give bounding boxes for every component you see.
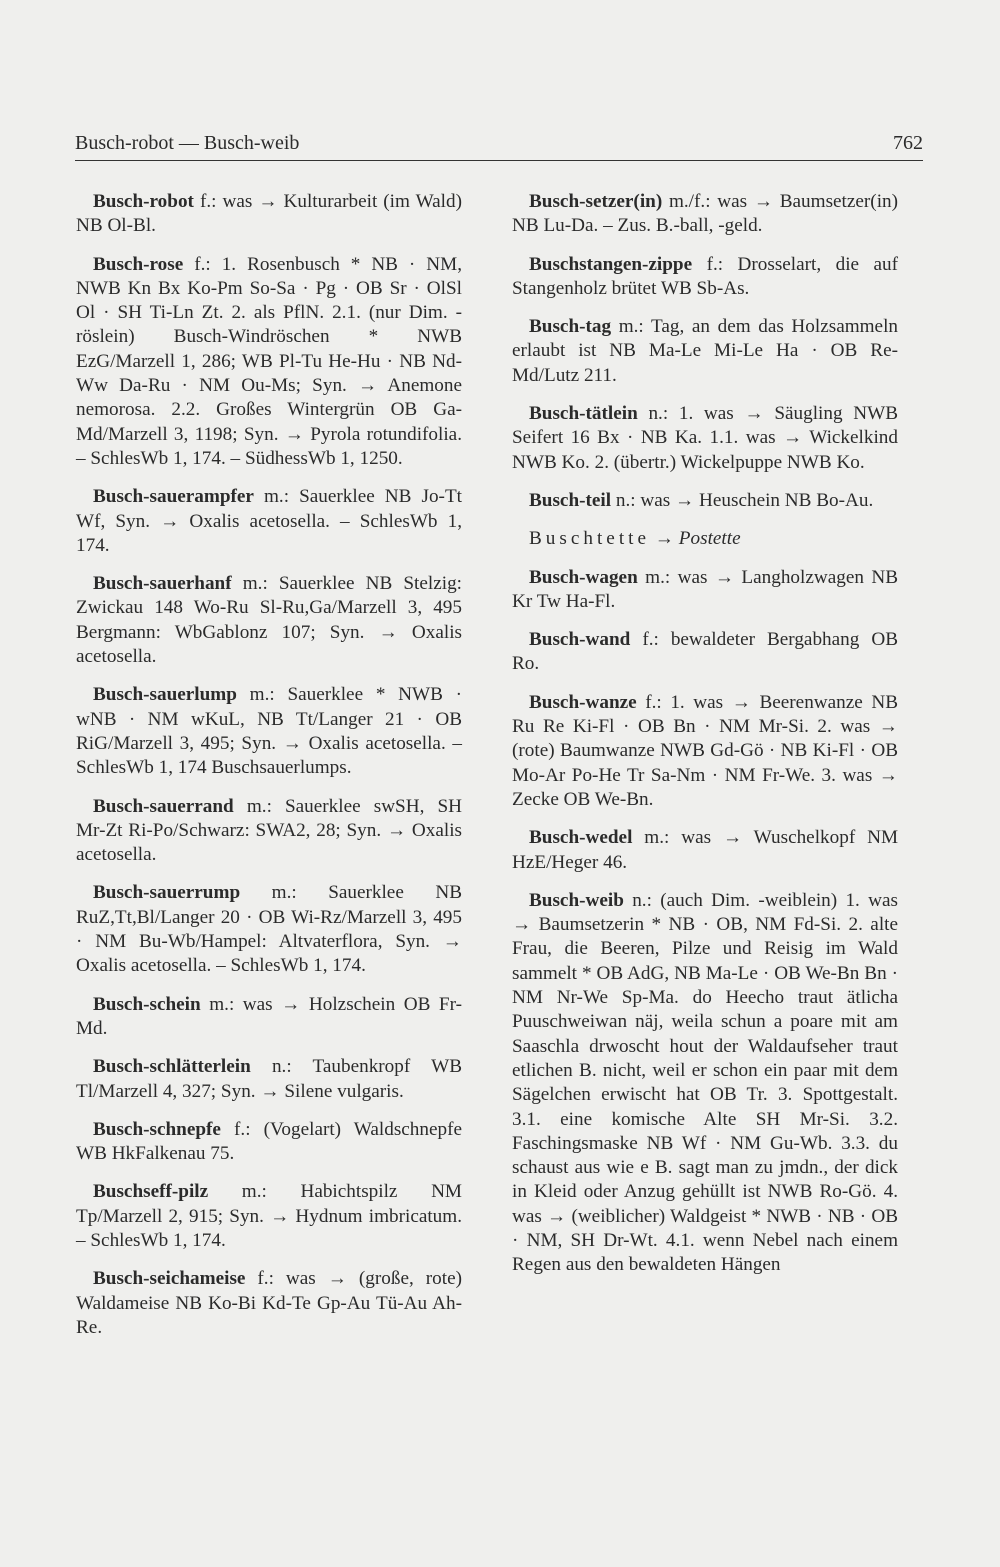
reference-target: → Postette [654, 528, 741, 550]
entry-definition: n.: (auch Dim. -weiblein) 1. was → Baumsetzerin * NB · OB, NM Fd-Si. 2. alte Frau, die Beeren, Pilze und Reisig im Wald sammelt * OB AdG, NB Ma-Le · OB We-Bn Bn · NM Nr-We Sp-Ma. do Heecho traut ätlicha Puuschweiwan näj, weila schun a poare mit am Saaschla drwoscht hout der Waldaufseher traut etlichen B. nicht, weil er schon ein paar mit dem Sägelchen erwischt hat OB Tr. 3. Spottgestalt. 3.1. eine komische Alte SH Mr-Si. 3.2. Faschingsmaske NB Wf · NM Gu-Wb. 3.3. du schaust aus wie e B. sagt man zu jmdn., der dick in Kleid oder Anzug gehüllt ist NWB Ro-Gö. 4. was → (weiblicher) Waldgeist * NWB · NB · OB · NM, SH Dr-Wt. 4.1. wenn Nebel nach einem Regen aus den bewaldeten Hängen [512, 889, 898, 1276]
page-number: 762 [893, 132, 923, 154]
dictionary-entry [512, 489, 898, 513]
entry-definition: m.: was → Langholzwagen NB Kr Tw Ha-Fl. [512, 566, 899, 612]
entry-definition: m.: Sauerklee NB Stelzig: Zwickau 148 Wo-Ru Sl-Ru,Ga/Marzell 3, 495 Bergmann: WbGablonz 107; Syn. → Oxalis acetosella. [76, 573, 462, 668]
entry-headword: Busch-robot [93, 191, 194, 212]
dictionary-entry [512, 253, 898, 302]
entry-definition: m.: Tag, an dem das Holzsammeln erlaubt ist NB Ma-Le Mi-Le Ha · OB Re-Md/Lutz 211. [512, 316, 898, 386]
running-header [75, 130, 923, 161]
entry-headword: Busch-tätlein [529, 403, 638, 425]
dictionary-entry [76, 881, 462, 978]
entry-headword: Busch-schlätterlein [93, 1056, 251, 1078]
entry-headword: Busch-sauerrump [93, 882, 241, 904]
entry-definition: n.: Taubenkropf WB Tl/Marzell 4, 327; Syn. → Silene vulgaris. [76, 1056, 462, 1102]
entry-definition: n.: 1. was → Säugling NWB Seifert 16 Bx · NB Ka. 1.1. was → Wickelkind NWB Ko. 2. (übertr.) Wickelpuppe NWB Ko. [512, 403, 898, 473]
dictionary-entry [76, 190, 462, 239]
dictionary-entry [76, 1118, 462, 1167]
entry-headword: Busch-setzer(in) [529, 191, 663, 212]
dictionary-entry [76, 1055, 462, 1104]
entry-headword: Busch-schein [93, 993, 201, 1015]
entry-definition: f.: Drosselart, die auf Stangenholz brütet WB Sb-As. [512, 253, 898, 299]
reference-headword: Buschtette [529, 528, 650, 550]
entry-headword: Busch-wagen [529, 566, 638, 588]
entry-definition: m.: was → Holzschein OB Fr-Md. [76, 993, 462, 1039]
entry-definition: m.: Sauerklee * NWB · wNB · NM wKuL, NB Tt/Langer 21 · OB RiG/Marzell 3, 495; Syn. → Oxalis acetosella. – SchlesWb 1, 174 Buschsauerlumps. [76, 684, 463, 779]
entry-definition: m.: Sauerklee swSH, SH Mr-Zt Ri-Po/Schwarz: SWA2, 28; Syn. → Oxalis acetosella. [76, 795, 463, 866]
entry-definition: f.: 1. was → Beerenwanze NB Ru Re Ki-Fl · OB Bn · NM Mr-Si. 2. was → (rote) Baumwanze NWB Gd-Gö · NB Ki-Fl · OB Mo-Ar Po-He Tr Sa-Nm · NM Fr-We. 3. was → Zecke OB We-Bn. [512, 691, 899, 810]
entry-definition: f.: (Vogelart) Waldschnepfe WB HkFalkenau 75. [76, 1118, 463, 1165]
entry-definition: f.: bewaldeter Bergabhang OB Ro. [512, 629, 898, 675]
dictionary-entry [512, 190, 898, 239]
dictionary-entry [76, 1180, 462, 1253]
dictionary-entry [512, 628, 898, 677]
left-column [76, 190, 462, 1354]
entry-definition: f.: was → Kulturarbeit (im Wald) NB Ol-Bl. [76, 191, 462, 237]
dictionary-entry [76, 572, 462, 669]
entry-headword: Busch-wand [529, 629, 631, 651]
entry-headword: Busch-sauerlump [93, 684, 237, 706]
dictionary-entry [76, 485, 462, 558]
entry-headword: Busch-weib [529, 889, 624, 911]
dictionary-entry [512, 691, 898, 812]
dictionary-entry [512, 826, 898, 875]
entry-headword: Busch-sauerampfer [93, 486, 254, 508]
dictionary-entry [76, 993, 462, 1042]
right-column [512, 190, 898, 1292]
entry-headword: Busch-schnepfe [93, 1118, 221, 1140]
entry-headword: Busch-wedel [529, 827, 633, 849]
entry-definition: n.: was → Heuschein NB Bo-Au. [615, 489, 874, 511]
dictionary-entry [76, 795, 462, 868]
entry-definition: m.: Sauerklee NB RuZ,Tt,Bl/Langer 20 · OB Wi-Rz/Marzell 3, 495 · NM Bu-Wb/Hampel: Altvaterflora, Syn. → Oxalis acetosella. – SchlesWb 1, 174. [76, 882, 463, 977]
entry-definition: m./f.: was → Baumsetzer(in) NB Lu-Da. – Zus. B.-ball, -geld. [512, 191, 899, 237]
entry-definition: m.: was → Wuschelkopf NM HzE/Heger 46. [512, 827, 899, 873]
entry-headword: Busch-sauerhanf [93, 573, 232, 595]
entry-headword: Busch-rose [93, 253, 184, 275]
dictionary-entry [512, 315, 898, 388]
entry-headword: Busch-seichameise [93, 1268, 246, 1290]
cross-reference-entry [512, 527, 898, 551]
entry-definition: m.: Sauerklee NB Jo-Tt Wf, Syn. → Oxalis acetosella. – SchlesWb 1, 174. [76, 486, 462, 556]
entry-headword: Busch-sauerrand [93, 795, 234, 817]
entry-headword: Busch-wanze [529, 691, 637, 713]
dictionary-entry [512, 889, 898, 1278]
entry-headword: Busch-tag [529, 316, 612, 338]
dictionary-entry [512, 402, 898, 475]
dictionary-entry [76, 1267, 462, 1340]
entry-headword: Buschstangen-zippe [529, 253, 693, 275]
dictionary-entry [512, 566, 898, 615]
entry-definition: f.: 1. Rosenbusch * NB · NM, NWB Kn Bx Ko-Pm So-Sa · Pg · OB Sr · OlSl Ol · SH Ti-Ln Zt. 2. als PflN. 2.1. (nur Dim. -röslein) Busch-Windröschen * NWB EzG/Marzell 1, 286; WB Pl-Tu He-Hu · NB Nd-Ww Da-Ru · NM Ou-Ms; Syn. → Anemone nemorosa. 2.2. Großes Wintergrün OB Ga-Md/Marzell 3, 1198; Syn. → Pyrola rotundifolia. – SchlesWb 1, 174. – SüdhessWb 1, 1250. [76, 253, 463, 469]
dictionary-entry [76, 683, 462, 780]
dictionary-entry [76, 253, 462, 472]
header-title: Busch-robot — Busch-weib [75, 132, 300, 154]
entry-headword: Buschseff-pilz [93, 1181, 209, 1203]
entry-headword: Busch-teil [529, 489, 612, 511]
entry-definition: m.: Habichtspilz NM Tp/Marzell 2, 915; Syn. → Hydnum imbricatum. – SchlesWb 1, 174. [76, 1181, 462, 1251]
entry-definition: f.: was → (große, rote) Waldameise NB Ko-Bi Kd-Te Gp-Au Tü-Au Ah-Re. [76, 1268, 462, 1338]
